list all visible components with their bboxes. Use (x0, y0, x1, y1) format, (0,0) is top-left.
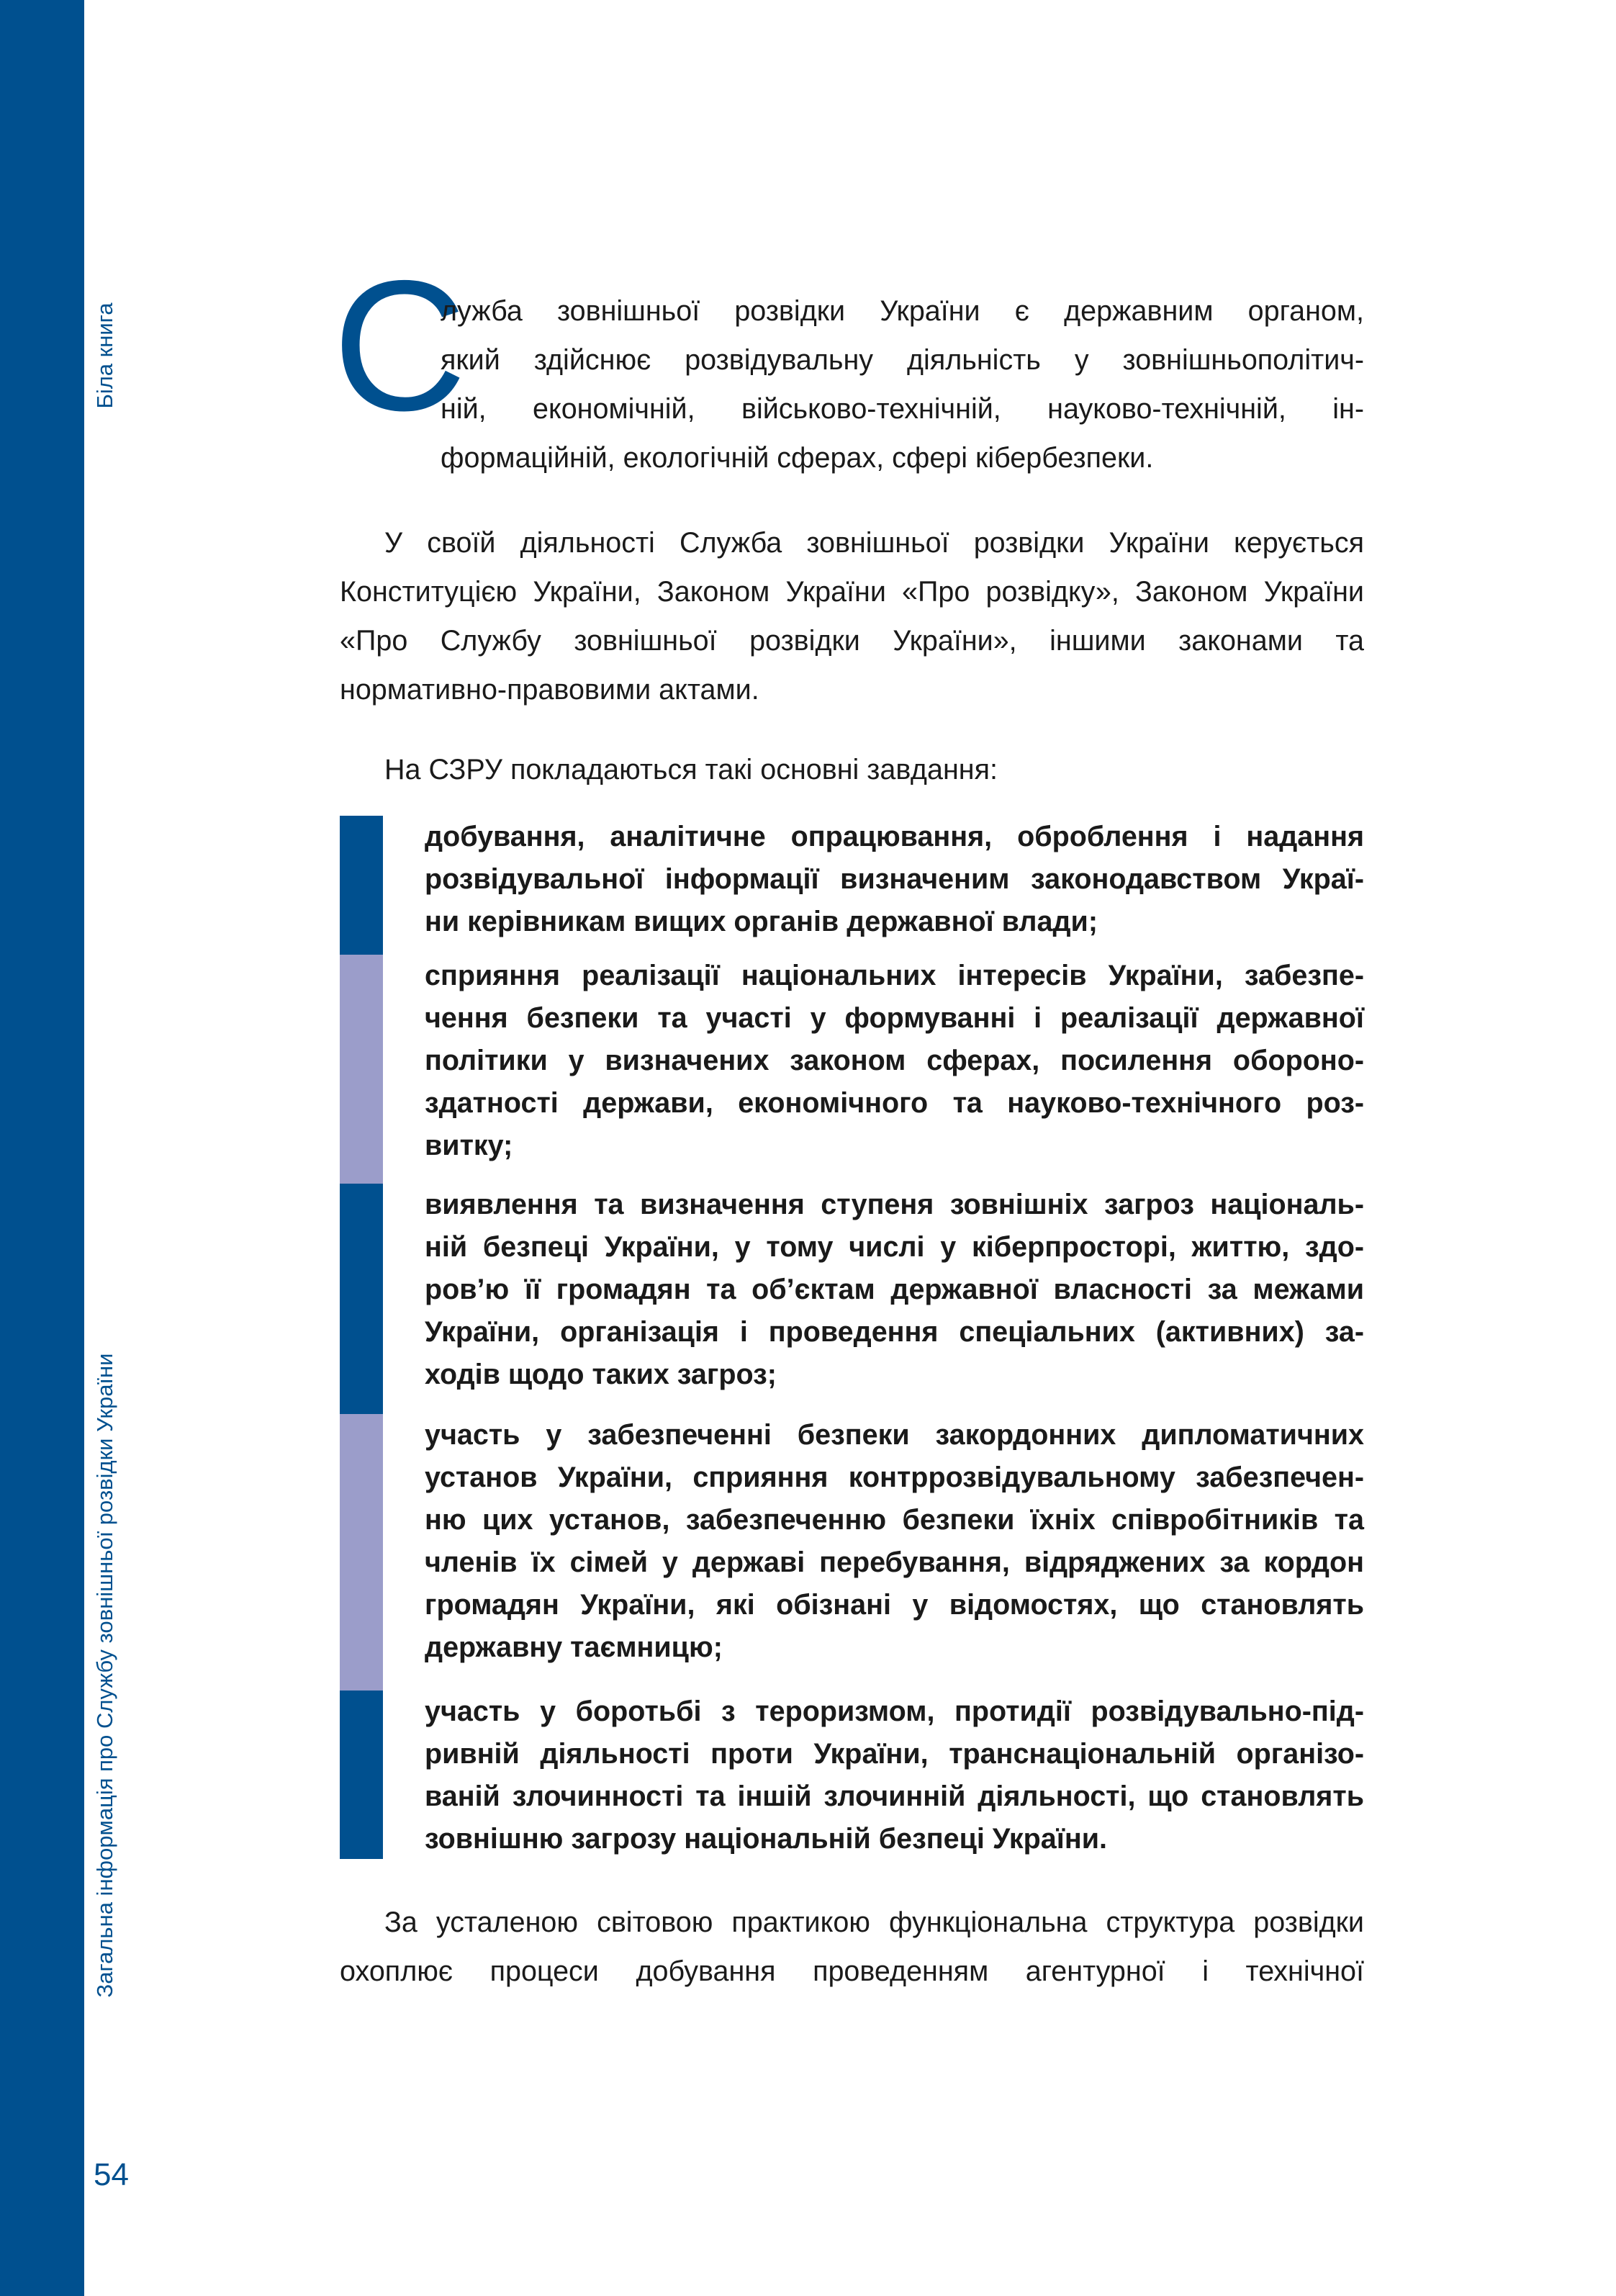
intro-line: формаційній, екологічній сферах, сфері кібербезпеки. (441, 442, 1154, 474)
task-text: добування, аналітичне опрацювання, оброблення і надання розвідувальної інформації визначеним законодавством Украї- ни керівникам вищих органів державної влади; (425, 821, 1364, 937)
task-item (340, 1691, 1364, 1859)
task-marker-bar (340, 1184, 383, 1414)
task-item (340, 955, 1364, 1184)
structure-paragraph: За усталеною світовою практикою функціональна структура розвідки охоплює процеси добування проведенням агентурної і технічної (340, 1906, 1364, 1987)
running-header: Біла книга (92, 302, 117, 409)
task-text: сприяння реалізації національних інтересів України, забезпе- чення безпеки та участі у формуванні і реалізації державної політики у визначених законом сферах, посилення обороно- здатності держави, економічного та науково-технічного роз- витку; (425, 960, 1364, 1161)
tasks-intro-paragraph: На СЗРУ покладаються такі основні завдання: (384, 754, 998, 785)
task-marker-bar (340, 1691, 383, 1859)
intro-line: який здійснює розвідувальну діяльність у зовнішньополітич- (441, 344, 1364, 376)
task-marker-bar (340, 1414, 383, 1691)
legal-basis-paragraph: У своїй діяльності Служба зовнішньої розвідки України керується Конституцією України, Законом України «Про розвідку», Законом України «Про Службу зовнішньої розвідки України», іншими законами та нормативно-правовими актами. (340, 527, 1364, 706)
intro-line: лужба зовнішньої розвідки України є державним органом, (441, 295, 1364, 327)
page-number: 54 (94, 2157, 129, 2192)
intro-paragraph (441, 287, 1364, 482)
drop-cap: С (333, 241, 467, 449)
side-color-band (0, 0, 84, 2296)
task-item (340, 1184, 1364, 1414)
task-marker-bar (340, 816, 383, 955)
task-text: виявлення та визначення ступеня зовнішніх загроз національ- ній безпеці України, у тому числі у кіберпросторі, життю, здо- ров’ю її громадян та об’єктам державної власності за межами України, організація і проведення спеціальних (активних) за- ходів щодо таких загроз; (425, 1189, 1364, 1390)
task-item (340, 1414, 1364, 1691)
task-item (340, 816, 1364, 955)
task-text: участь у забезпеченні безпеки закордонних дипломатичних установ України, сприяння контррозвідувальному забезпечен- ню цих установ, забезпеченню безпеки їхніх співробітників та членів їх сімей у державі перебування, відряджених за кордон громадян України, які обізнані у відомостях, що становлять державну таємницю; (425, 1419, 1364, 1663)
side-rule (84, 0, 87, 2296)
intro-line: ній, економічній, військово-технічній, науково-технічній, ін- (441, 393, 1364, 425)
task-marker-bar (340, 955, 383, 1184)
section-title: Загальна інформація про Службу зовнішньої розвідки України (92, 1353, 117, 1998)
task-text: участь у боротьбі з тероризмом, протидії розвідувально-під- ривній діяльності проти України, транснаціональній організо- ваній злочинності та іншій злочинній діяльності, що становлять зовнішню загрозу національній безпеці України. (425, 1696, 1364, 1855)
